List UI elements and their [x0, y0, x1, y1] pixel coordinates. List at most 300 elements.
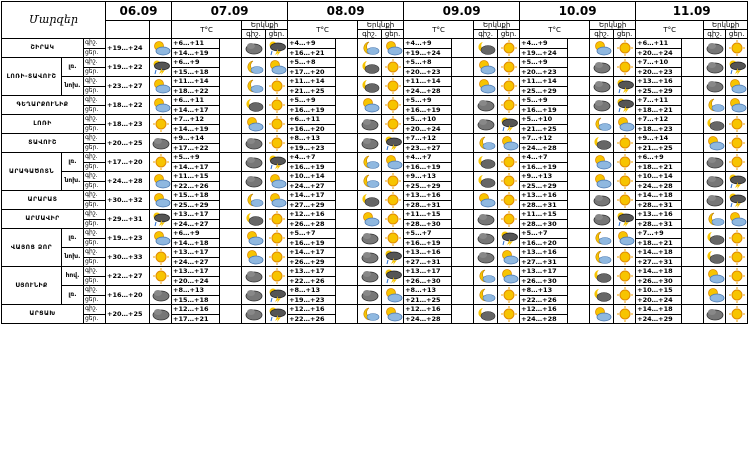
temp-day: +16…+19 — [288, 162, 336, 172]
temp-day: +25…+29 — [520, 181, 568, 191]
night-weather-icon — [704, 39, 726, 58]
day-weather-icon — [614, 153, 636, 172]
day-weather-icon — [266, 210, 288, 229]
night-weather-icon — [242, 115, 266, 134]
spacer — [220, 115, 242, 134]
night-weather-icon — [474, 96, 498, 115]
night-weather-icon — [474, 172, 498, 191]
temp-day: +28…+31 — [636, 200, 682, 210]
night-weather-icon — [242, 191, 266, 210]
table-row — [2, 191, 748, 201]
night-label: գիշ. — [84, 191, 106, 201]
column-header-night: գիշ. — [704, 30, 726, 39]
night-weather-icon — [474, 286, 498, 305]
page-title: Մարզեր — [2, 2, 106, 39]
spacer — [452, 191, 474, 210]
temp-day: +28…+30 — [404, 219, 452, 229]
day-label: ցեր. — [84, 295, 106, 305]
temp-day: +20…+24 — [636, 295, 682, 305]
temp-day: +21…+25 — [404, 295, 452, 305]
spacer — [452, 153, 474, 172]
day-weather-icon — [726, 267, 748, 286]
temp-value: +18…+22 — [106, 96, 150, 115]
spacer — [336, 248, 358, 267]
temp-day: +23…+27 — [404, 143, 452, 153]
temp-day: +26…+30 — [520, 276, 568, 286]
day-weather-icon — [726, 305, 748, 324]
temp-day: +20…+23 — [404, 67, 452, 77]
night-label: գիշ. — [84, 77, 106, 87]
temp-day: +16…+19 — [520, 105, 568, 115]
day-weather-icon — [382, 248, 404, 267]
day-weather-icon — [726, 96, 748, 115]
day-weather-icon — [726, 153, 748, 172]
spacer — [336, 96, 358, 115]
temp-night: +12…+16 — [288, 210, 336, 220]
temp-night: +11…+14 — [404, 77, 452, 87]
day-weather-icon — [382, 286, 404, 305]
night-weather-icon — [704, 115, 726, 134]
spacer — [336, 305, 358, 324]
temp-day: +14…+17 — [172, 105, 220, 115]
spacer — [568, 96, 590, 115]
day-label: ցեր. — [84, 314, 106, 324]
night-weather-icon — [704, 58, 726, 77]
day-label: ցեր. — [84, 219, 106, 229]
spacer — [336, 286, 358, 305]
spacer — [452, 172, 474, 191]
spacer — [682, 96, 704, 115]
spacer — [568, 286, 590, 305]
temp-night: +8…+13 — [520, 286, 568, 296]
day-label: ցեր. — [84, 162, 106, 172]
spacer — [336, 77, 358, 96]
day-weather-icon — [498, 115, 520, 134]
temp-night: +7…+10 — [636, 58, 682, 68]
weather-icon — [150, 172, 172, 191]
night-weather-icon — [474, 210, 498, 229]
night-weather-icon — [704, 229, 726, 248]
temp-day: +21…+25 — [636, 143, 682, 153]
temp-night: +11…+14 — [172, 77, 220, 87]
temp-day: +24…+28 — [404, 314, 452, 324]
night-weather-icon — [242, 286, 266, 305]
spacer — [568, 248, 590, 267]
temp-night: +4…+7 — [288, 153, 336, 163]
temp-value: +30…+33 — [106, 248, 150, 267]
night-weather-icon — [590, 172, 614, 191]
night-weather-icon — [590, 210, 614, 229]
day-weather-icon — [726, 115, 748, 134]
temp-night: +6…+9 — [172, 58, 220, 68]
temp-night: +5…+7 — [288, 229, 336, 239]
day-weather-icon — [266, 305, 288, 324]
temp-night: +6…+11 — [288, 115, 336, 125]
night-weather-icon — [590, 286, 614, 305]
spacer — [682, 115, 704, 134]
night-label: գիշ. — [84, 248, 106, 258]
night-weather-icon — [704, 153, 726, 172]
day-weather-icon — [266, 172, 288, 191]
temp-night: +12…+16 — [520, 305, 568, 315]
night-weather-icon — [704, 134, 726, 153]
night-weather-icon — [474, 39, 498, 58]
day-label: ցեր. — [84, 276, 106, 286]
temp-day: +28…+31 — [520, 200, 568, 210]
spacer — [682, 229, 704, 248]
night-weather-icon — [242, 153, 266, 172]
forecast-table — [1, 1, 748, 324]
day-weather-icon — [266, 77, 288, 96]
temp-night: +13…+17 — [288, 267, 336, 277]
column-header-sky: Երկնքի — [704, 21, 748, 30]
table-row — [2, 153, 748, 163]
night-label: գիշ. — [84, 153, 106, 163]
night-weather-icon — [590, 191, 614, 210]
spacer — [568, 39, 590, 58]
region-name: ԼՈՌԻ-ՏԱՎՈՒՇ — [2, 58, 62, 96]
night-weather-icon — [358, 153, 382, 172]
temp-night: +12…+16 — [404, 305, 452, 315]
table-row — [2, 210, 748, 220]
spacer — [220, 191, 242, 210]
day-label: ցեր. — [84, 238, 106, 248]
region-name: ԼՈՌԻ — [2, 115, 84, 134]
temp-day: +19…+23 — [288, 143, 336, 153]
temp-night: +13…+16 — [520, 191, 568, 201]
day-weather-icon — [614, 229, 636, 248]
day-weather-icon — [266, 267, 288, 286]
night-label: գիշ. — [84, 286, 106, 296]
temp-night: +4…+7 — [404, 153, 452, 163]
weather-icon — [150, 77, 172, 96]
temp-day: +16…+19 — [404, 238, 452, 248]
spacer — [452, 58, 474, 77]
weather-icon — [150, 229, 172, 248]
night-weather-icon — [590, 58, 614, 77]
spacer — [568, 115, 590, 134]
temp-value: +29…+31 — [106, 210, 150, 229]
spacer — [452, 210, 474, 229]
day-label: ցեր. — [84, 105, 106, 115]
night-weather-icon — [358, 172, 382, 191]
spacer — [336, 191, 358, 210]
region-name: ՇԻՐԱԿ — [2, 39, 84, 58]
temp-night: +5…+10 — [520, 115, 568, 125]
sub-region-label: նոխ. — [62, 77, 84, 96]
temp-value: +19…+23 — [106, 229, 150, 248]
temp-night: +11…+15 — [404, 210, 452, 220]
night-weather-icon — [358, 96, 382, 115]
weather-icon — [150, 96, 172, 115]
temp-day: +27…+31 — [636, 257, 682, 267]
night-label: գիշ. — [84, 210, 106, 220]
temp-night: +5…+7 — [404, 229, 452, 239]
temp-night: +5…+9 — [288, 96, 336, 106]
temp-night: +5…+8 — [288, 58, 336, 68]
temp-day: +19…+23 — [288, 295, 336, 305]
temp-day: +24…+28 — [404, 86, 452, 96]
weather-icon — [150, 305, 172, 324]
spacer — [220, 77, 242, 96]
spacer — [682, 153, 704, 172]
night-weather-icon — [474, 305, 498, 324]
day-weather-icon — [382, 39, 404, 58]
day-weather-icon — [382, 191, 404, 210]
night-label: գիշ. — [84, 134, 106, 144]
spacer — [452, 229, 474, 248]
day-weather-icon — [726, 191, 748, 210]
day-weather-icon — [498, 172, 520, 191]
night-weather-icon — [590, 267, 614, 286]
weather-icon — [150, 58, 172, 77]
temp-day: +27…+31 — [404, 257, 452, 267]
temp-night: +13…+17 — [404, 267, 452, 277]
day-label: ցեր. — [84, 48, 106, 58]
temp-day: +28…+30 — [520, 219, 568, 229]
day-weather-icon — [498, 134, 520, 153]
temp-day: +22…+26 — [288, 314, 336, 324]
night-weather-icon — [704, 286, 726, 305]
temp-day: +20…+24 — [172, 276, 220, 286]
spacer — [682, 191, 704, 210]
day-weather-icon — [266, 39, 288, 58]
day-weather-icon — [266, 134, 288, 153]
spacer — [220, 305, 242, 324]
region-name: ՎԱՅՈՑ ՁՈՐ — [2, 229, 62, 267]
spacer — [568, 172, 590, 191]
night-weather-icon — [474, 77, 498, 96]
spacer — [568, 210, 590, 229]
night-weather-icon — [358, 115, 382, 134]
day-label: ցեր. — [84, 200, 106, 210]
temp-value: +19…+24 — [106, 39, 150, 58]
day-weather-icon — [498, 267, 520, 286]
temp-night: +4…+9 — [520, 39, 568, 49]
day-weather-icon — [498, 305, 520, 324]
spacer — [452, 305, 474, 324]
column-header-sky: Երկնքի — [474, 21, 520, 30]
night-weather-icon — [590, 115, 614, 134]
night-label: գիշ. — [84, 58, 106, 68]
region-name: ՍՅՈՒՆԻՔ — [2, 267, 62, 305]
temp-night: +5…+10 — [404, 115, 452, 125]
night-weather-icon — [474, 134, 498, 153]
spacer — [682, 172, 704, 191]
day-weather-icon — [614, 115, 636, 134]
temp-day: +18…+23 — [636, 124, 682, 134]
weather-icon — [150, 191, 172, 210]
night-weather-icon — [590, 134, 614, 153]
day-weather-icon — [382, 267, 404, 286]
day-label: ցեր. — [84, 143, 106, 153]
day-label: ցեր. — [84, 124, 106, 134]
temp-day: +16…+19 — [520, 162, 568, 172]
table-row — [2, 39, 748, 49]
date-header: 11.09 — [636, 2, 748, 21]
temp-day: +24…+27 — [172, 219, 220, 229]
day-weather-icon — [266, 191, 288, 210]
night-label: գիշ. — [84, 229, 106, 239]
night-weather-icon — [704, 172, 726, 191]
day-weather-icon — [726, 172, 748, 191]
temp-night: +9…+14 — [172, 134, 220, 144]
sub-region-label: լռ. — [62, 153, 84, 172]
date-header: 08.09 — [288, 2, 404, 21]
temp-night: +6…+11 — [172, 96, 220, 106]
temp-night: +7…+11 — [636, 96, 682, 106]
temp-day: +18…+21 — [636, 162, 682, 172]
table-row — [2, 96, 748, 106]
region-name: ԳԵՂԱՐՔՈՒՆԻՔ — [2, 96, 84, 115]
day-weather-icon — [726, 39, 748, 58]
temp-night: +14…+17 — [288, 248, 336, 258]
spacer — [220, 210, 242, 229]
weather-icon — [150, 248, 172, 267]
spacer — [220, 39, 242, 58]
column-header-day: ցեր. — [382, 30, 404, 39]
day-weather-icon — [614, 305, 636, 324]
weather-icon — [150, 134, 172, 153]
temp-night: +10…+14 — [636, 172, 682, 182]
column-header-sky: Երկնքի — [358, 21, 404, 30]
night-weather-icon — [590, 229, 614, 248]
day-weather-icon — [498, 77, 520, 96]
spacer — [336, 39, 358, 58]
night-weather-icon — [704, 96, 726, 115]
night-weather-icon — [358, 191, 382, 210]
temp-night: +13…+16 — [636, 77, 682, 87]
day-weather-icon — [614, 210, 636, 229]
night-weather-icon — [590, 305, 614, 324]
night-weather-icon — [474, 248, 498, 267]
spacer — [452, 267, 474, 286]
day-label: ցեր. — [84, 181, 106, 191]
spacer — [568, 77, 590, 96]
temp-day: +16…+19 — [404, 162, 452, 172]
table-row — [2, 58, 748, 68]
temp-night: +5…+7 — [520, 229, 568, 239]
day-weather-icon — [726, 77, 748, 96]
day-weather-icon — [726, 248, 748, 267]
column-header-blank — [150, 21, 172, 39]
temp-night: +9…+14 — [636, 134, 682, 144]
column-header-temp: T°C — [636, 21, 704, 39]
column-header-night: գիշ. — [474, 30, 498, 39]
night-weather-icon — [474, 153, 498, 172]
day-weather-icon — [266, 229, 288, 248]
temp-night: +13…+17 — [520, 267, 568, 277]
weather-icon — [150, 286, 172, 305]
column-header-blank — [106, 21, 150, 39]
night-weather-icon — [242, 134, 266, 153]
temp-night: +14…+18 — [636, 248, 682, 258]
table-row — [2, 172, 748, 182]
night-weather-icon — [242, 210, 266, 229]
weather-icon — [150, 210, 172, 229]
spacer — [682, 267, 704, 286]
spacer — [336, 115, 358, 134]
spacer — [682, 77, 704, 96]
temp-night: +8…+13 — [404, 286, 452, 296]
night-weather-icon — [242, 172, 266, 191]
night-label: գիշ. — [84, 39, 106, 49]
day-weather-icon — [382, 210, 404, 229]
temp-night: +13…+17 — [172, 248, 220, 258]
temp-day: +26…+30 — [636, 276, 682, 286]
day-weather-icon — [614, 286, 636, 305]
day-weather-icon — [614, 77, 636, 96]
temp-day: +14…+19 — [172, 48, 220, 58]
temp-day: +20…+23 — [636, 67, 682, 77]
table-row — [2, 286, 748, 296]
temp-value: +16…+20 — [106, 286, 150, 305]
temp-day: +17…+20 — [288, 67, 336, 77]
spacer — [336, 153, 358, 172]
spacer — [568, 229, 590, 248]
column-header-temp: T°C — [520, 21, 590, 39]
night-weather-icon — [590, 96, 614, 115]
temp-day: +16…+19 — [288, 105, 336, 115]
spacer — [220, 248, 242, 267]
sub-region-label: լռ. — [62, 229, 84, 248]
column-header-night: գիշ. — [242, 30, 266, 39]
spacer — [452, 286, 474, 305]
temp-day: +14…+19 — [172, 124, 220, 134]
spacer — [568, 58, 590, 77]
temp-day: +17…+21 — [172, 314, 220, 324]
column-header-day: ցեր. — [266, 30, 288, 39]
spacer — [452, 115, 474, 134]
temp-day: +24…+29 — [636, 314, 682, 324]
temp-night: +4…+7 — [520, 153, 568, 163]
night-weather-icon — [474, 267, 498, 286]
temp-night: +10…+15 — [636, 286, 682, 296]
spacer — [568, 153, 590, 172]
temp-day: +16…+20 — [288, 124, 336, 134]
night-weather-icon — [242, 77, 266, 96]
day-weather-icon — [266, 58, 288, 77]
temp-day: +22…+26 — [520, 295, 568, 305]
spacer — [220, 153, 242, 172]
temp-day: +18…+22 — [172, 86, 220, 96]
day-weather-icon — [498, 96, 520, 115]
date-header: 06.09 — [106, 2, 172, 21]
temp-night: +13…+16 — [636, 210, 682, 220]
night-weather-icon — [590, 153, 614, 172]
spacer — [452, 39, 474, 58]
temp-day: +24…+28 — [520, 143, 568, 153]
date-header: 09.09 — [404, 2, 520, 21]
spacer — [220, 267, 242, 286]
temp-night: +5…+9 — [404, 96, 452, 106]
temp-night: +6…+11 — [636, 39, 682, 49]
sub-region-label: հով. — [62, 267, 84, 286]
column-header-sky: Երկնքի — [242, 21, 288, 30]
temp-day: +16…+19 — [288, 238, 336, 248]
night-weather-icon — [704, 77, 726, 96]
temp-night: +5…+9 — [172, 153, 220, 163]
temp-night: +6…+11 — [172, 39, 220, 49]
table-row — [2, 134, 748, 144]
night-weather-icon — [704, 248, 726, 267]
night-weather-icon — [590, 248, 614, 267]
temp-value: +20…+25 — [106, 134, 150, 153]
temp-night: +7…+12 — [520, 134, 568, 144]
temp-night: +13…+16 — [520, 248, 568, 258]
temp-day: +28…+31 — [404, 200, 452, 210]
night-weather-icon — [358, 229, 382, 248]
